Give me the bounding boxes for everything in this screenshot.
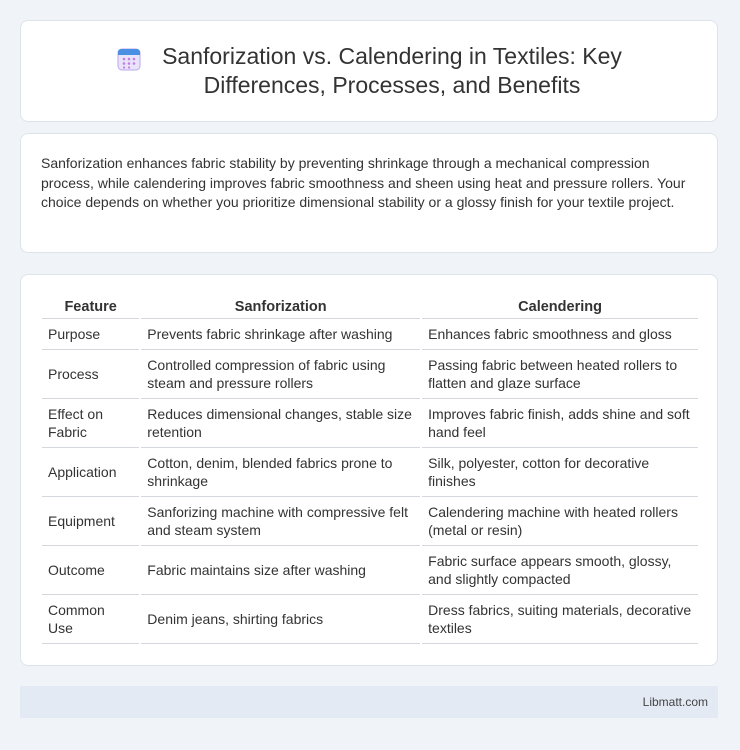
header-calendering: Calendering xyxy=(422,295,698,319)
header-sanforization: Sanforization xyxy=(141,295,420,319)
calendar-icon xyxy=(116,46,142,72)
sanforization-cell: Controlled compression of fabric using steam and pressure rollers xyxy=(141,350,420,399)
table-card xyxy=(20,274,718,666)
comparison-table xyxy=(40,295,700,644)
intro-card xyxy=(20,133,718,253)
feature-cell: Outcome xyxy=(42,546,139,595)
footer xyxy=(20,686,718,718)
sanforization-cell: Cotton, denim, blended fabrics prone to shrinkage xyxy=(141,448,420,497)
table-row xyxy=(42,448,698,497)
title-wrap xyxy=(76,42,662,100)
calendering-cell: Dress fabrics, suiting materials, decorative textiles xyxy=(422,595,698,644)
table-row xyxy=(42,595,698,644)
feature-cell: Application xyxy=(42,448,139,497)
table-row xyxy=(42,399,698,448)
intro-text: Sanforization enhances fabric stability by preventing shrinkage through a mechanical compression process, while calendering improves fabric smoothness and sheen using heat and pressure rollers. Your choice depends on whether you prioritize dimensional stability or a glossy finish for your textile project. xyxy=(41,155,686,210)
sanforization-cell: Fabric maintains size after washing xyxy=(141,546,420,595)
page-title xyxy=(162,42,622,100)
feature-cell: Effect on Fabric xyxy=(42,399,139,448)
feature-cell: Process xyxy=(42,350,139,399)
sanforization-cell: Reduces dimensional changes, stable size retention xyxy=(141,399,420,448)
calendering-cell: Passing fabric between heated rollers to flatten and glaze surface xyxy=(422,350,698,399)
calendering-cell: Improves fabric finish, adds shine and soft hand feel xyxy=(422,399,698,448)
table-row xyxy=(42,497,698,546)
calendering-cell: Silk, polyester, cotton for decorative finishes xyxy=(422,448,698,497)
feature-cell: Purpose xyxy=(42,319,139,350)
sanforization-cell: Prevents fabric shrinkage after washing xyxy=(141,319,420,350)
title-card xyxy=(20,20,718,122)
sanforization-cell: Denim jeans, shirting fabrics xyxy=(141,595,420,644)
calendering-cell: Enhances fabric smoothness and gloss xyxy=(422,319,698,350)
footer-brand-link[interactable]: Libmatt.com xyxy=(642,695,708,709)
table-header-row xyxy=(42,295,698,319)
table-row xyxy=(42,319,698,350)
calendering-cell: Fabric surface appears smooth, glossy, and slightly compacted xyxy=(422,546,698,595)
sanforization-cell: Sanforizing machine with compressive felt and steam system xyxy=(141,497,420,546)
page-title-line1: Sanforization vs. Calendering in Textiles: Key xyxy=(162,43,622,69)
feature-cell: Common Use xyxy=(42,595,139,644)
header-feature: Feature xyxy=(42,295,139,319)
page-title-line2: Differences, Processes, and Benefits xyxy=(203,72,581,98)
table-row xyxy=(42,350,698,399)
calendering-cell: Calendering machine with heated rollers (metal or resin) xyxy=(422,497,698,546)
feature-cell: Equipment xyxy=(42,497,139,546)
table-row xyxy=(42,546,698,595)
